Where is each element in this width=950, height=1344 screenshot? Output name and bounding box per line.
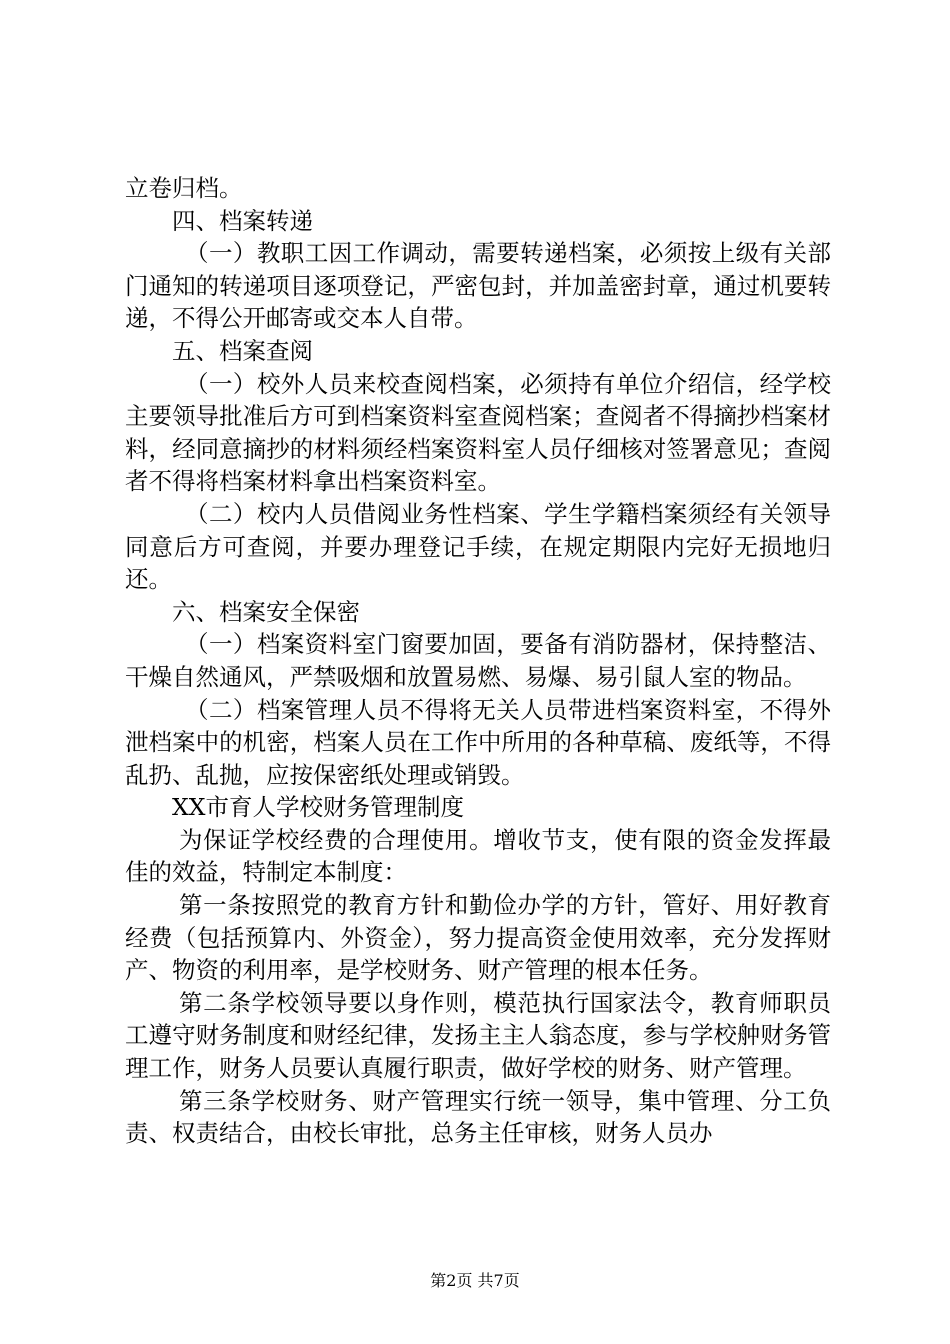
paragraph: （一）校外人员来校查阅档案，必须持有单位介绍信，经学校主要领导批准后方可到档案资料室查阅档案；查阅者不得摘抄档案材料，经同意摘抄的材料须经档案资料室人员仔细核对签署意见；查阅者不得将档案材料拿出档案资料室。 — [125, 369, 831, 496]
paragraph: 为保证学校经费的合理使用。增收节支，使有限的资金发挥最佳的效益，特制定本制度： — [125, 825, 831, 887]
section-heading: 四、档案转递 — [172, 206, 313, 235]
article-paragraph: 第二条学校领导要以身作则，模范执行国家法令，教育师职员工遵守财务制度和财经纪律，发扬主主人翁态度，参与学校舯财务管理工作，财务人员要认真履行职责，做好学校的财务、财产管理。 — [125, 988, 831, 1083]
article-paragraph: 第三条学校财务、财产管理实行统一领导，集中管理、分工负责、权责结合，由校长审批，总务主任审核，财务人员办 — [125, 1086, 831, 1148]
paragraph: 立卷归档。 — [125, 174, 243, 202]
document-title: XX市育人学校财务管理制度 — [172, 793, 464, 822]
document-body — [125, 172, 831, 1150]
section-heading: 六、档案安全保密 — [172, 597, 360, 626]
paragraph: （二）校内人员借阅业务性档案、学生学籍档案须经有关领导同意后方可查阅，并要办理登记手续，在规定期限内完好无损地归还。 — [125, 499, 831, 594]
paragraph: （二）档案管理人员不得将无关人员带进档案资料室，不得外泄档案中的机密，档案人员在工作中所用的各种草稿、废纸等，不得乱扔、乱抛，应按保密纸处理或销毁。 — [125, 695, 831, 789]
section-heading: 五、档案查阅 — [172, 336, 313, 365]
page-footer — [0, 1268, 950, 1291]
paragraph: （一）教职工因工作调动，需要转递档案，必须按上级有关部门通知的转递项目逐项登记，严密包封，并加盖密封章，通过机要转递，不得公开邮寄或交本人自带。 — [125, 239, 831, 333]
paragraph: （一）档案资料室门窗要加固，要备有消防器材，保持整洁、干燥自然通风，严禁吸烟和放置易燃、易爆、易引鼠人室的物品。 — [125, 630, 831, 691]
article-paragraph: 第一条按照党的教育方针和勤俭办学的方针，管好、用好教育经费（包括预算内、外资金），努力提高资金使用效率，充分发挥财产、物资的利用率，是学校财务、财产管理的根本任务。 — [125, 891, 831, 985]
page-number-label: 第2页 共7页 — [430, 1271, 520, 1290]
